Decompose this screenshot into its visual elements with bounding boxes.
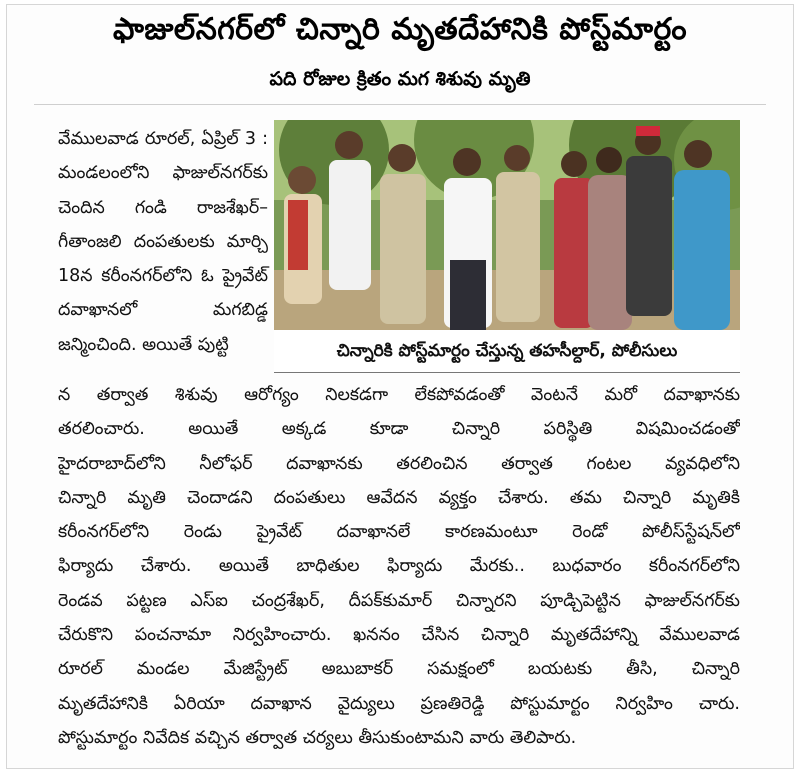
body-line: హైదరాబాద్‌లోని నీలోఫర్ దవాఖానకు తరలించిన తర్వాత గంటల వ్యవధిలోని — [58, 453, 740, 474]
body-line: న తర్వాత శిశువు ఆరోగ్యం నిలకడగా లేకపోవడంతో వెంటనే మరో దవాఖానకు — [58, 385, 740, 405]
photo-caption: చిన్నారికి పోస్ట్‌మార్టం చేస్తున్న తహసీల్దార్, పోలీసులు — [274, 330, 740, 373]
body-line: రెండవ పట్టణ ఎస్‌ఐ చంద్రశేఖర్, దీపక్‌కుమార్ చిన్నారని పూడ్చిపెట్టిన ఫాజుల్‌నగర్‌కు — [58, 590, 740, 611]
divider — [34, 104, 766, 105]
news-photo — [274, 120, 740, 330]
body-line: కరీంనగర్‌లోని రెండు ప్రైవేట్ దవాఖానలే కారణమంటూ రెండో పోలీస్‌స్టేషన్‌లో — [58, 522, 740, 543]
headline: ఫాజుల్‌నగర్‌లో చిన్నారి మృతదేహానికి పోస్ట్‌మార్టం — [112, 12, 688, 47]
left-column-text: వేములవాడ రూరల్, ఏప్రిల్ 3 : మండలంలోని ఫాజుల్‌నగర్‌కు చెందిన గండి రాజశేఖర్–గీతాంజలి దంపతులకు మార్చి 18న కరీంనగర్‌లోని ఓ ప్రైవేట్ దవాఖానలో మగబిడ్డ జన్మించింది. అయితే పుట్టి — [58, 129, 268, 355]
body-line: పోస్టుమార్టం నివేదిక వచ్చిన తర్వాత చర్యలు తీసుకుంటామని వారు తెలిపారు. — [58, 727, 577, 748]
news-photo-illustration — [274, 120, 740, 330]
subheadline: పది రోజుల క్రితం మగ శిశువు మృతి — [269, 68, 531, 90]
body-line: చేరుకొని పంచనామా నిర్వహించారు. ఖననం చేసిన చిన్నారి మృతదేహాన్ని వేములవాడ — [58, 625, 740, 646]
body-line: రూరల్ మండల మేజిస్ట్రేట్ అబుబాకర్ సమక్షంలో బయటకు తీసి, చిన్నారి — [58, 659, 740, 680]
body-line: చిన్నారి మృతి చెందాడని దంపతులు ఆవేదన వ్యక్తం చేశారు. తమ చిన్నారి మృతికి — [58, 487, 740, 508]
article-body — [58, 378, 740, 755]
body-line: మృతదేహానికి ఏరియా దవాఖాన వైద్యులు ప్రణతిరెడ్డి పోస్టుమార్టం నిర్వహిం చారు. — [58, 693, 740, 714]
left-column — [58, 122, 268, 362]
body-line: ఫిర్యాదు చేశారు. అయితే బాధితుల ఫిర్యాదు మేరకు.. బుధవారం కరీంనగర్‌లోని — [58, 556, 740, 577]
body-line: తరలించారు. అయితే అక్కడ కూడా చిన్నారి పరిస్థితి విషమించడంతో — [58, 419, 740, 440]
